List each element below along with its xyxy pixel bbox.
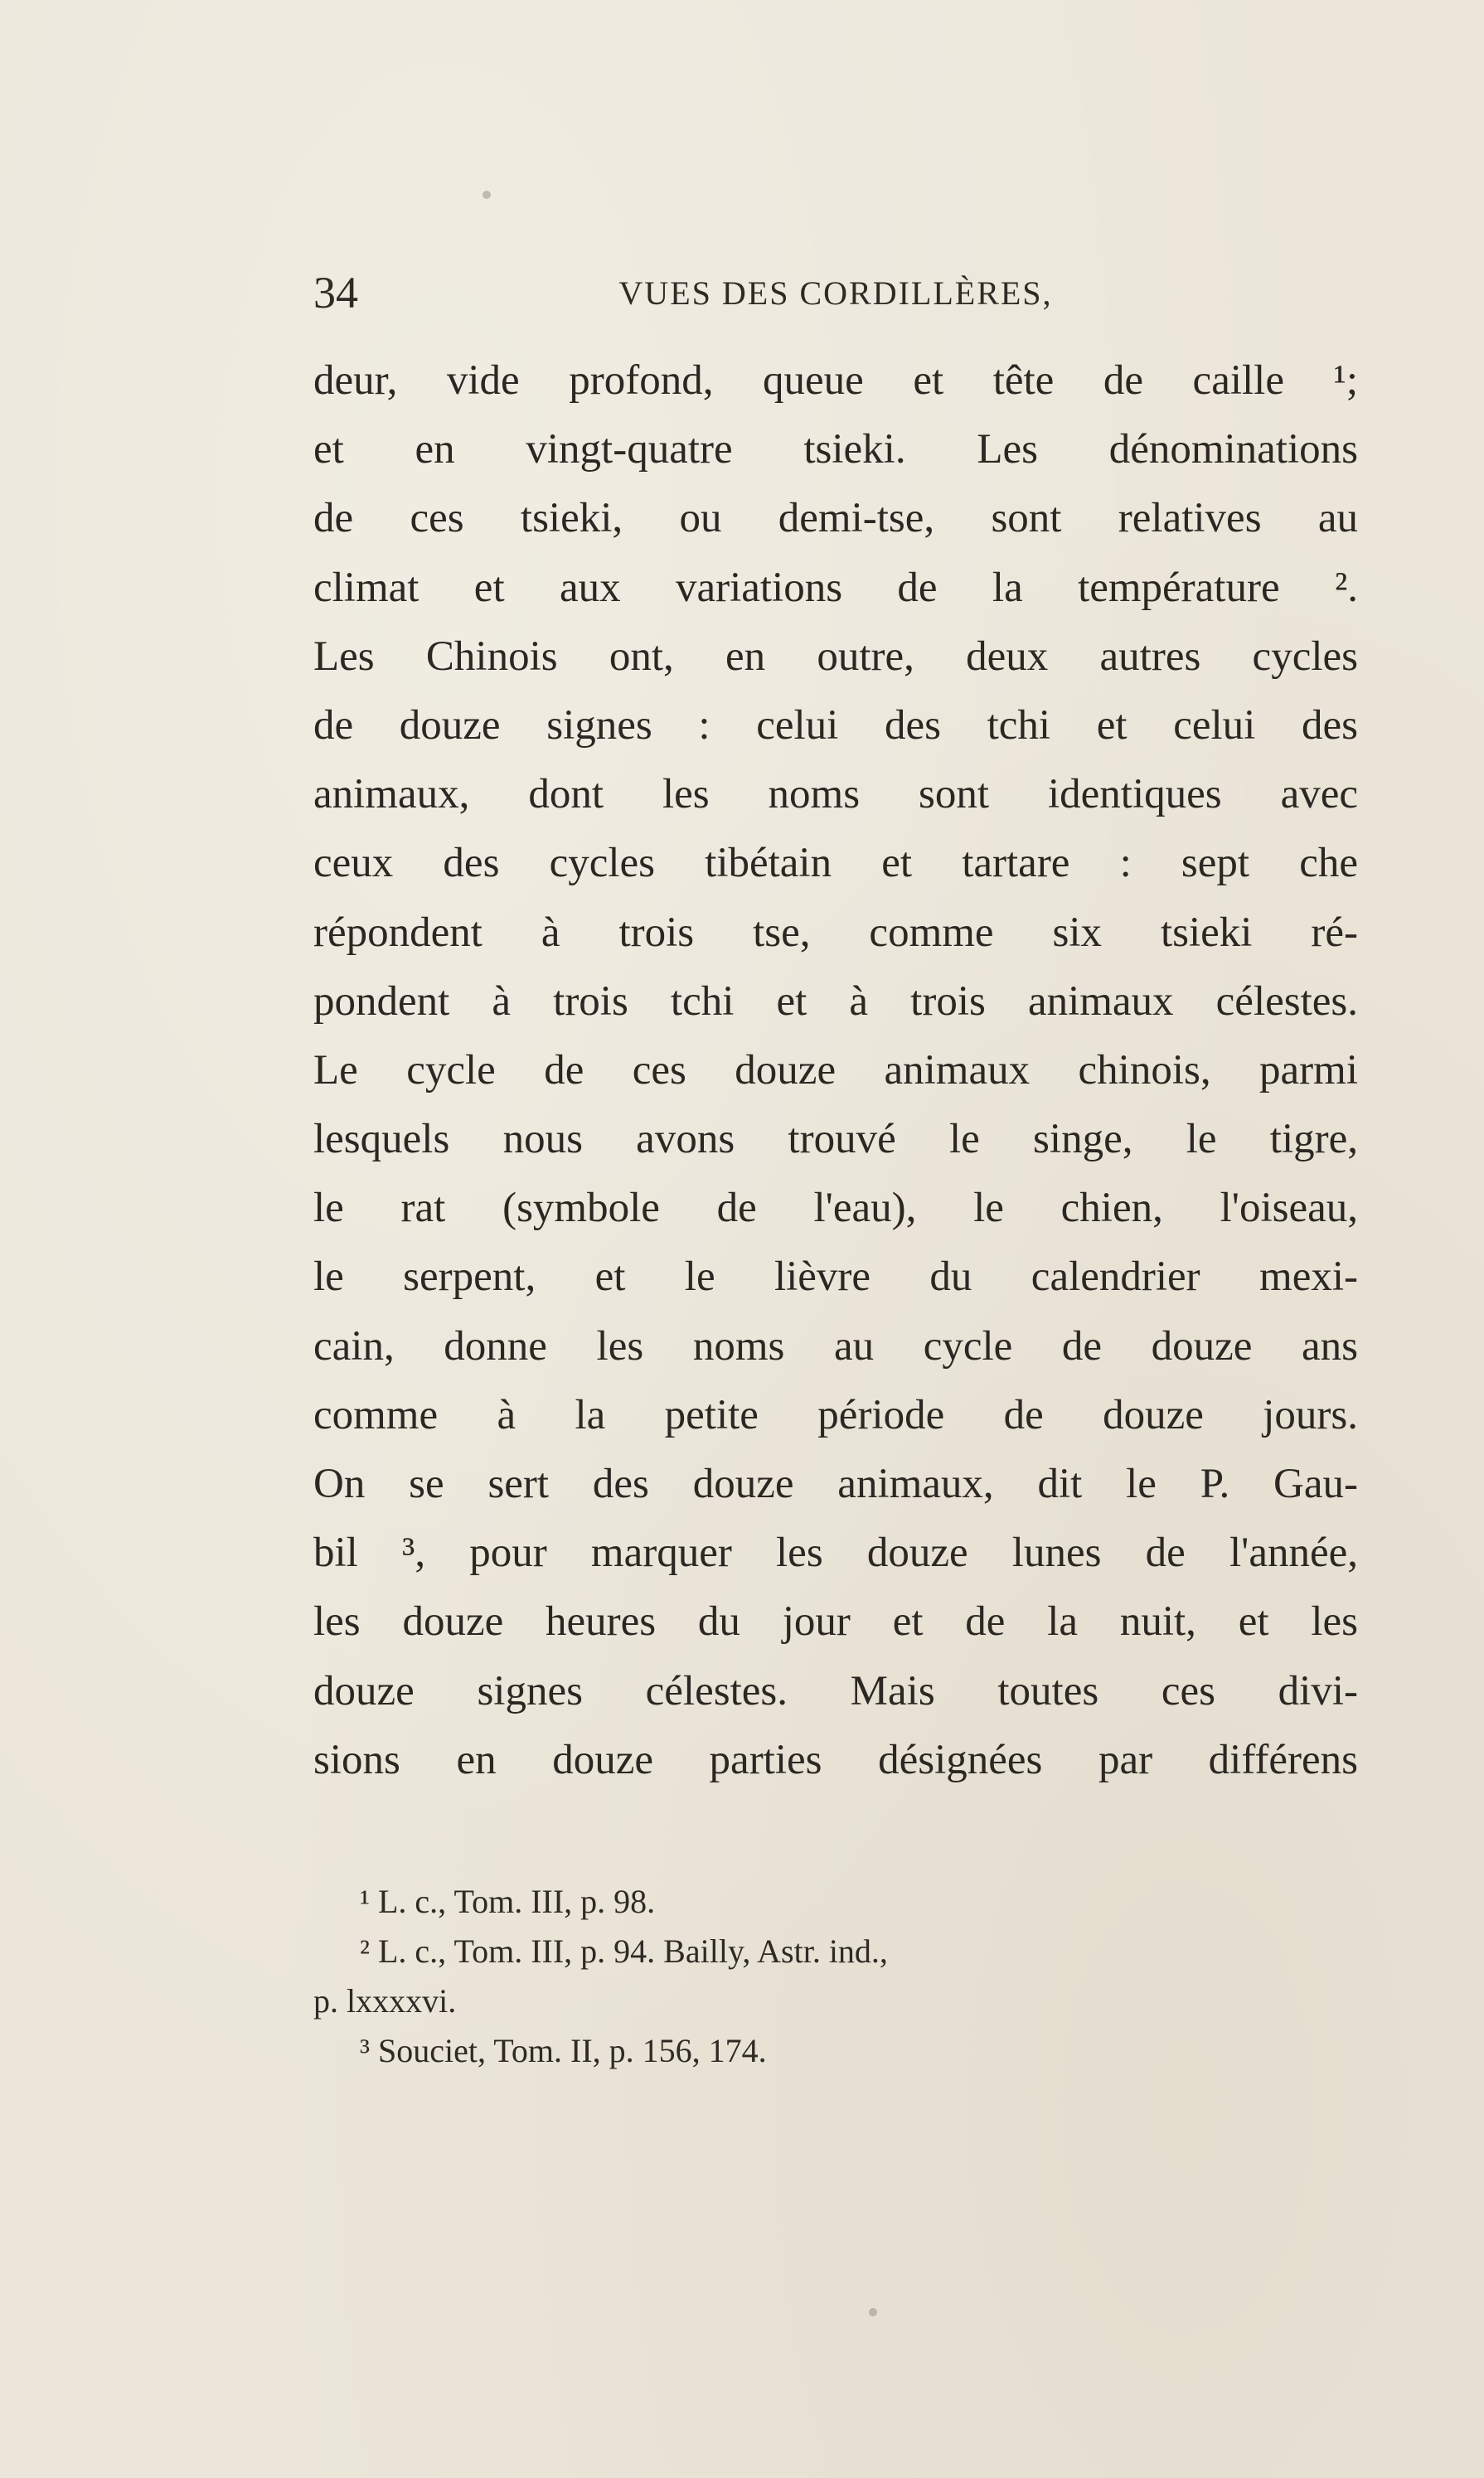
page-header (313, 267, 1358, 333)
text-line: climat et aux variations de la température ². (313, 564, 1358, 611)
text-line: bil ³, pour marquer les douze lunes de l'année, (313, 1530, 1358, 1577)
text-line: pondent à trois tchi et à trois animaux célestes. (313, 977, 1358, 1025)
text-line: le rat (symbole de l'eau), le chien, l'oiseau, (313, 1185, 1358, 1232)
text-line: lesquels nous avons trouvé le singe, le tigre, (313, 1116, 1358, 1163)
text-line: de ces tsieki, ou demi-tse, sont relatives au (313, 495, 1358, 542)
text-line: animaux, dont les noms sont identiques avec (313, 771, 1358, 818)
text-line: de douze signes : celui des tchi et celui des (313, 701, 1358, 749)
page-number: 34 (313, 268, 358, 318)
paper-speck (483, 191, 491, 199)
footnote-2: ² L. c., Tom. III, p. 94. Bailly, Astr. ind., (360, 1932, 888, 1970)
running-title: VUES DES CORDILLÈRES, (618, 274, 1053, 312)
text-line: répondent à trois tse, comme six tsieki ré- (313, 909, 1358, 956)
text-line: douze signes célestes. Mais toutes ces divi- (313, 1667, 1358, 1714)
footnote-3: ³ Souciet, Tom. II, p. 156, 174. (360, 2032, 767, 2069)
text-line: Les Chinois ont, en outre, deux autres cycles (313, 633, 1358, 680)
text-line: cain, donne les noms au cycle de douze ans (313, 1322, 1358, 1370)
text-line: et en vingt-quatre tsieki. Les dénominations (313, 426, 1358, 473)
text-line: le serpent, et le lièvre du calendrier mexi- (313, 1254, 1358, 1301)
footnote-1: ¹ L. c., Tom. III, p. 98. (360, 1883, 656, 1920)
text-line: On se sert des douze animaux, dit le P. Gau- (313, 1461, 1358, 1507)
body-text (313, 347, 1358, 1795)
text-line: sions en douze parties désignées par différens (313, 1736, 1358, 1783)
text-line: comme à la petite période de douze jours. (313, 1391, 1358, 1438)
text-line: deur, vide profond, queue et tête de caille ¹; (313, 357, 1358, 404)
text-line: ceux des cycles tibétain et tartare : sept che (313, 840, 1358, 887)
paper-speck (869, 2308, 877, 2316)
footnotes (313, 1877, 1358, 2076)
footnote-2-continuation: p. lxxxxvi. (313, 1982, 457, 2020)
text-line: Le cycle de ces douze animaux chinois, parmi (313, 1046, 1358, 1094)
text-line: les douze heures du jour et de la nuit, et les (313, 1598, 1358, 1646)
